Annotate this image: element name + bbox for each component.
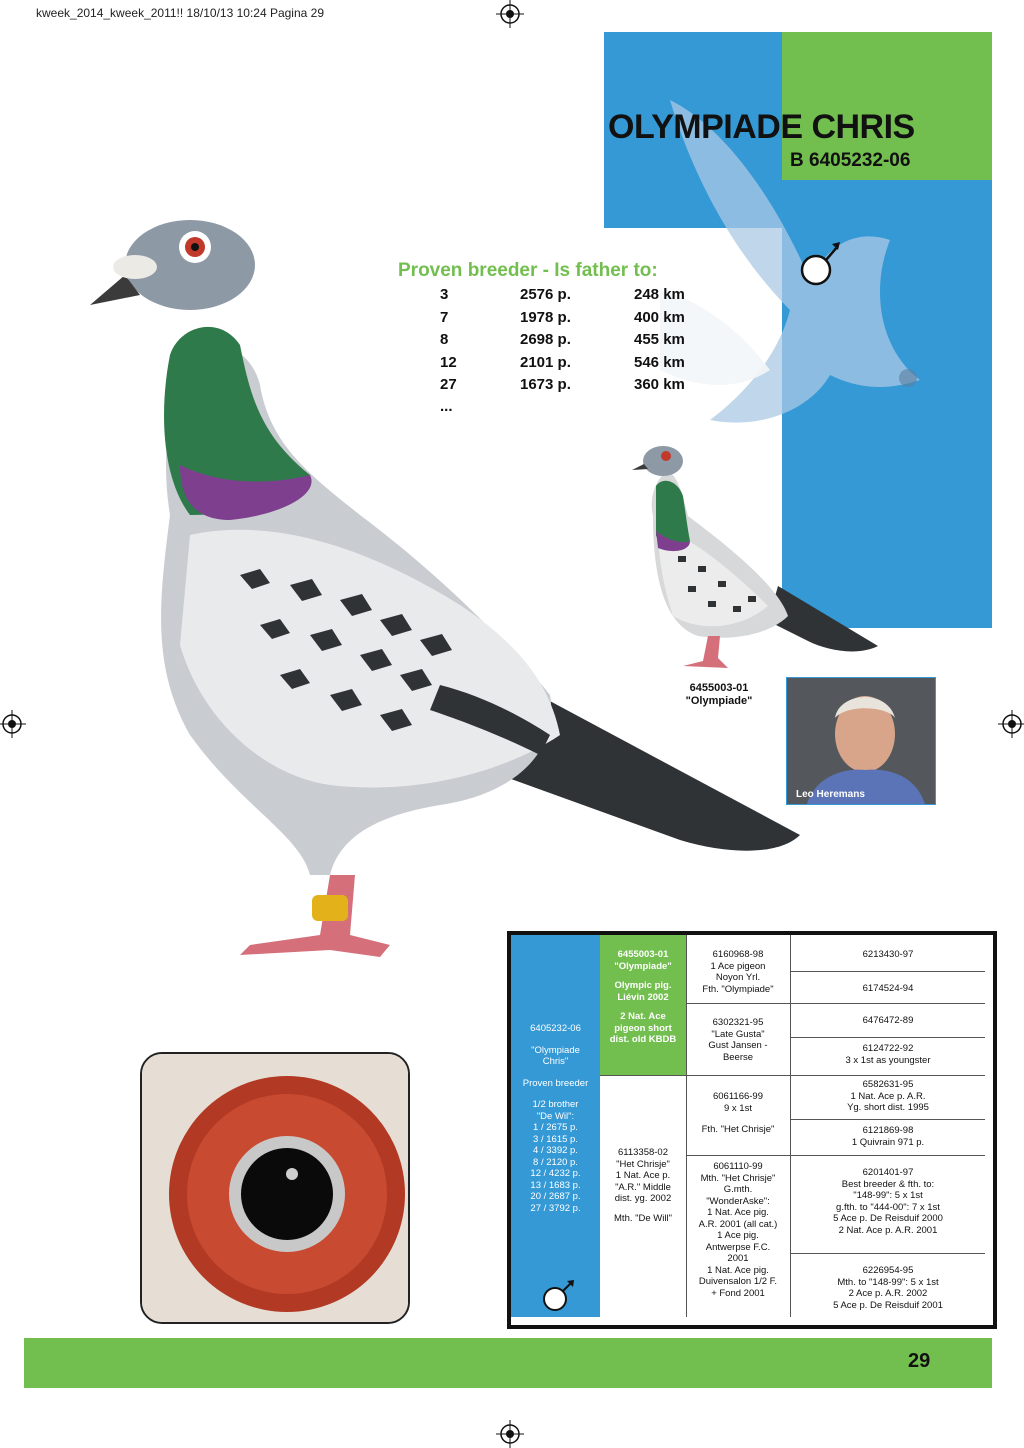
olympiade-ring: 6455003-01: [689, 682, 749, 694]
eye-closeup-image: [140, 1052, 410, 1324]
father-info: 6455003-01 "Olympiade" Olympic pig. Liévin 2002 2 Nat. Ace pigeon short dist. old KBDB: [609, 949, 677, 1045]
registration-mark-bottom: [496, 1420, 524, 1448]
page-number: 29: [908, 1350, 931, 1372]
great-grandparent-8: 6226954-95 Mth. to "148-99": 5 x 1st 2 Ace p. A.R. 2002 5 Ace p. De Reisduif 2001: [833, 1265, 943, 1311]
breeder-photo-caption: Leo Heremans: [796, 789, 865, 800]
footer-bar: [24, 1338, 992, 1388]
great-grandparent-1: 6213430-97: [862, 949, 914, 960]
great-grandparent-3: 6476472-89: [862, 1015, 914, 1026]
grandparent-mm: 6061110-99 Mth. "Het Chrisje" G.mth. "WonderAske": 1 Nat. Ace pig. A.R. 2001 (all cat.) 1 Ace pig. Antwerpse F.C. 2001 1 Nat. Ace pig. Duivensalon 1/2 F. + Fond 2001: [698, 1161, 778, 1299]
pigeon-name-title: OLYMPIADE CHRIS: [608, 108, 915, 146]
great-grandparent-4: 6124722-92 3 x 1st as youngster: [845, 1043, 931, 1066]
great-grandparent-6: 6121869-98 1 Quivrain 971 p.: [851, 1125, 925, 1148]
subject-info: 6405232-06 "Olympiade Chris" Proven breeder 1/2 brother "De Wil": 1 / 2675 p. 3 / 1615 p. 4 / 3392 p. 8 / 2120 p. 12 / 4232 p. 13 / 1683 p. 20 / 2687 p. 27 / 3792 p.: [522, 1023, 589, 1214]
print-slug: kweek_2014_kweek_2011!! 18/10/13 10:24 Pagina 29: [36, 6, 325, 20]
ring-number: B 6405232-06: [790, 150, 911, 171]
olympiade-name: "Olympiade": [685, 695, 753, 707]
registration-mark-left: [0, 710, 28, 738]
great-grandparent-5: 6582631-95 1 Nat. Ace p. A.R. Yg. short dist. 1995: [847, 1079, 929, 1113]
registration-mark-right: [996, 710, 1024, 738]
grandparent-mf: 6061166-99 9 x 1st Fth. "Het Chrisje": [701, 1091, 775, 1135]
proven-breeder-heading: Proven breeder - Is father to:: [398, 260, 658, 281]
olympiade-pigeon-image: [628, 436, 888, 676]
mother-info: 6113358-02 "Het Chrisje" 1 Nat. Ace p. "A.R." Middle dist. yg. 2002 Mth. "De Will": [614, 1147, 672, 1224]
grandparent-ff: 6160968-98 1 Ace pigeon Noyon Yrl. Fth. "Olympiade": [702, 949, 774, 995]
pedigree-male-symbol-icon: [541, 1279, 575, 1313]
breeder-photo: [786, 677, 936, 805]
great-grandparent-7: 6201401-97 Best breeder & fth. to: "148-99": 5 x 1st g.fth. to "444-00": 7 x 1st 5 Ace p. De Reisduif 2000 2 Nat. Ace p. A.R. 2001: [833, 1167, 943, 1236]
olympiade-caption: [654, 682, 784, 708]
results-ellipsis: ...: [440, 398, 453, 415]
grandparent-fm: 6302321-95 "Late Gusta" Gust Jansen - Beerse: [708, 1017, 768, 1063]
great-grandparent-2: 6174524-94: [862, 983, 914, 994]
pedigree-table: [507, 931, 997, 1329]
registration-mark-top: [496, 0, 524, 28]
